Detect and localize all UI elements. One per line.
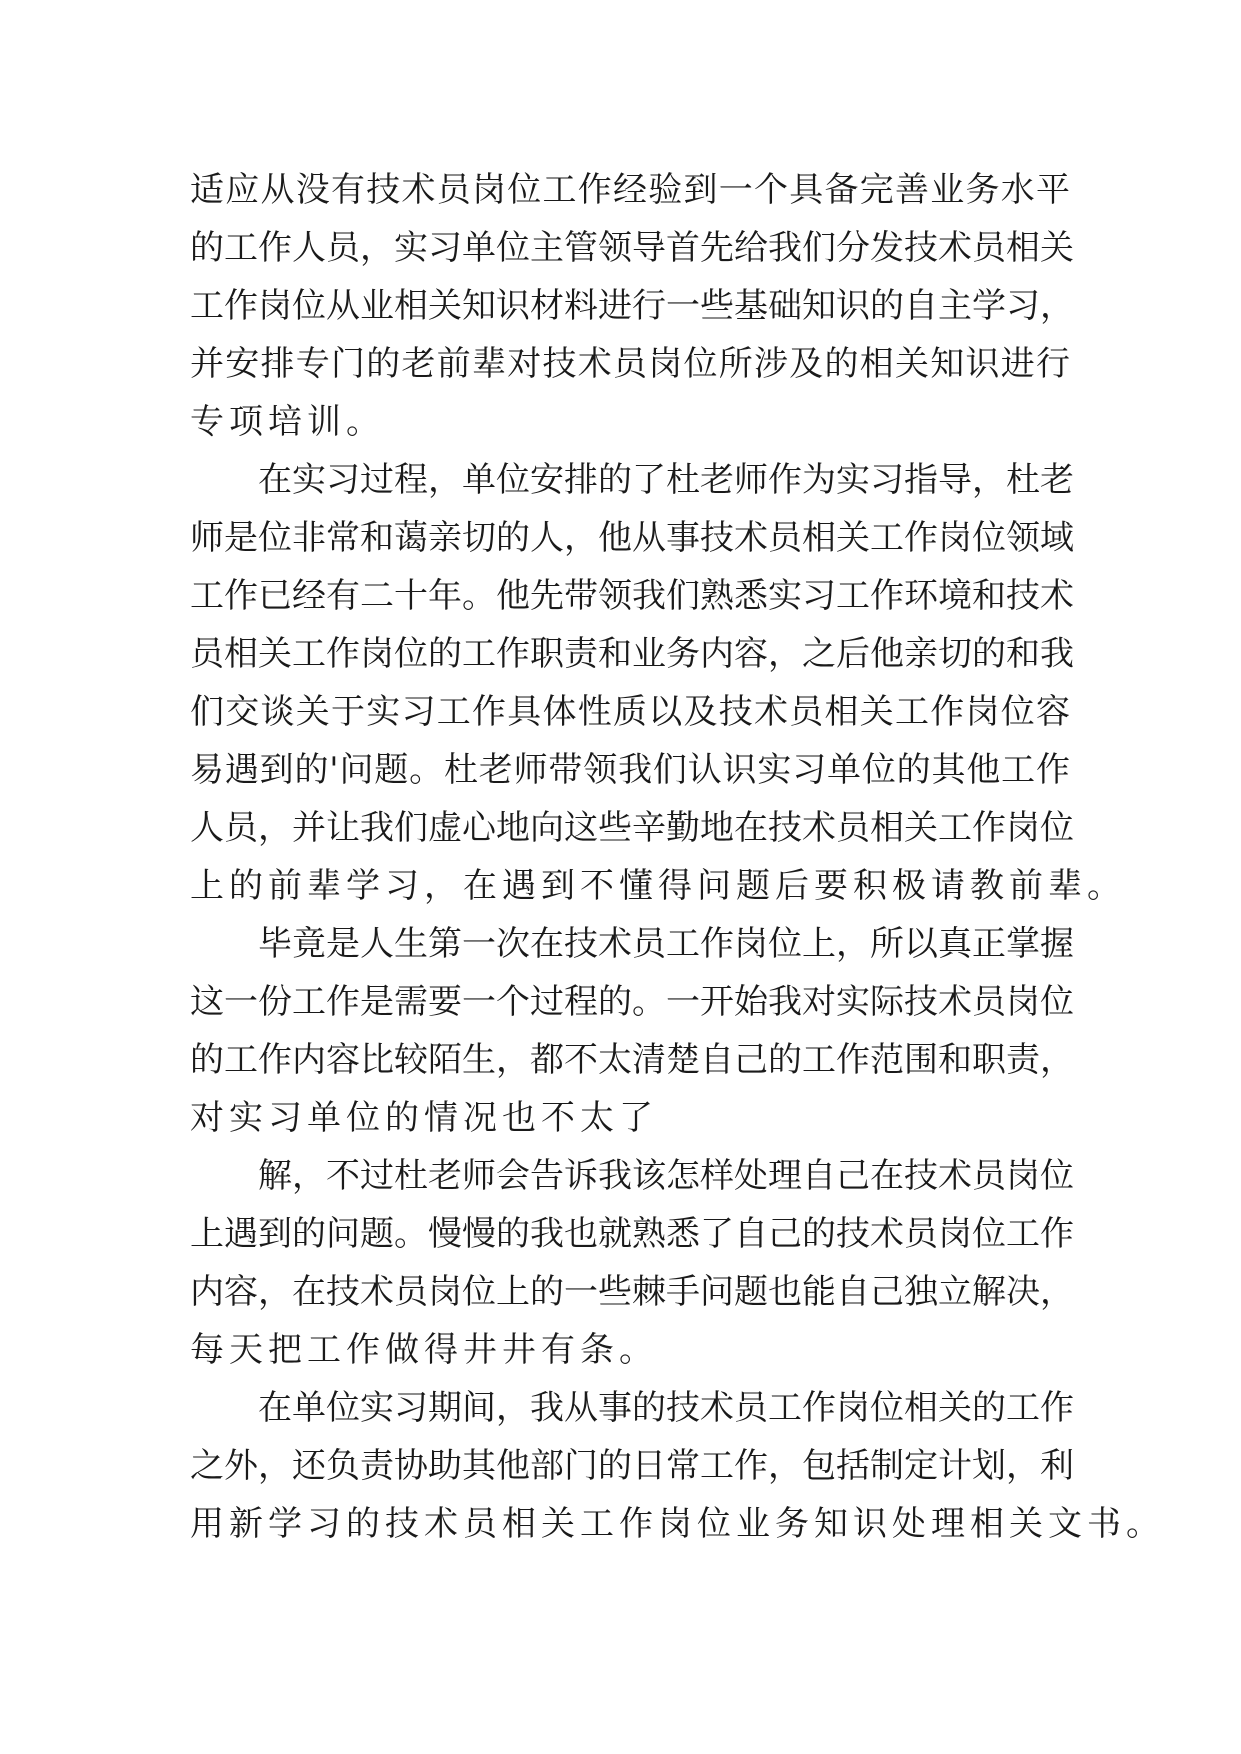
text-line: 专项培训。: [190, 402, 385, 442]
text-line: 每天把工作做得井井有条。: [190, 1330, 658, 1370]
text-line: 工作岗位从业相关知识材料进行一些基础知识的自主学习，: [190, 286, 1074, 326]
text-line: 师是位非常和蔼亲切的人，他从事技术员相关工作岗位领域: [190, 518, 1074, 558]
text-line: 上遇到的问题。慢慢的我也就熟悉了自己的技术员岗位工作: [190, 1214, 1074, 1254]
text-line: 内容，在技术员岗位上的一些棘手问题也能自己独立解决，: [190, 1272, 1074, 1312]
paragraph: [190, 1379, 1165, 1553]
text-line: 在实习过程，单位安排的了杜老师作为实习指导，杜老: [258, 460, 1074, 500]
text-line: 人员，并让我们虚心地向这些辛勤地在技术员相关工作岗位: [190, 808, 1074, 848]
text-line: 并安排专门的老前辈对技术员岗位所涉及的相关知识进行: [190, 344, 1070, 384]
text-line: 适应从没有技术员岗位工作经验到一个具备完善业务水平: [190, 170, 1070, 210]
text-line: 员相关工作岗位的工作职责和业务内容，之后他亲切的和我: [190, 634, 1074, 674]
text-line: 易遇到的'问题。杜老师带领我们认识实习单位的其他工作: [190, 750, 1070, 790]
paragraph: [190, 1147, 1074, 1379]
text-line: 毕竟是人生第一次在技术员工作岗位上，所以真正掌握: [258, 924, 1074, 964]
paragraph: [190, 161, 1074, 451]
text-line: 这一份工作是需要一个过程的。一开始我对实际技术员岗位: [190, 982, 1074, 1022]
text-line: 对实习单位的情况也不太了: [190, 1098, 658, 1138]
text-line: 的工作内容比较陌生，都不太清楚自己的工作范围和职责，: [190, 1040, 1074, 1080]
body-text: [190, 161, 1165, 1553]
text-line: 工作已经有二十年。他先带领我们熟悉实习工作环境和技术: [190, 576, 1074, 616]
text-line: 在单位实习期间，我从事的技术员工作岗位相关的工作: [258, 1388, 1074, 1428]
text-line: 之外，还负责协助其他部门的日常工作，包括制定计划，利: [190, 1446, 1074, 1486]
text-line: 解，不过杜老师会告诉我该怎样处理自己在技术员岗位: [258, 1156, 1074, 1196]
text-line: 的工作人员，实习单位主管领导首先给我们分发技术员相关: [190, 228, 1074, 268]
text-line: 们交谈关于实习工作具体性质以及技术员相关工作岗位容: [190, 692, 1070, 732]
paragraph: [190, 915, 1074, 1147]
text-line: 上的前辈学习，在遇到不懂得问题后要积极请教前辈。: [190, 866, 1126, 906]
paragraph: [190, 451, 1126, 915]
text-line: 用新学习的技术员相关工作岗位业务知识处理相关文书。: [190, 1504, 1165, 1544]
